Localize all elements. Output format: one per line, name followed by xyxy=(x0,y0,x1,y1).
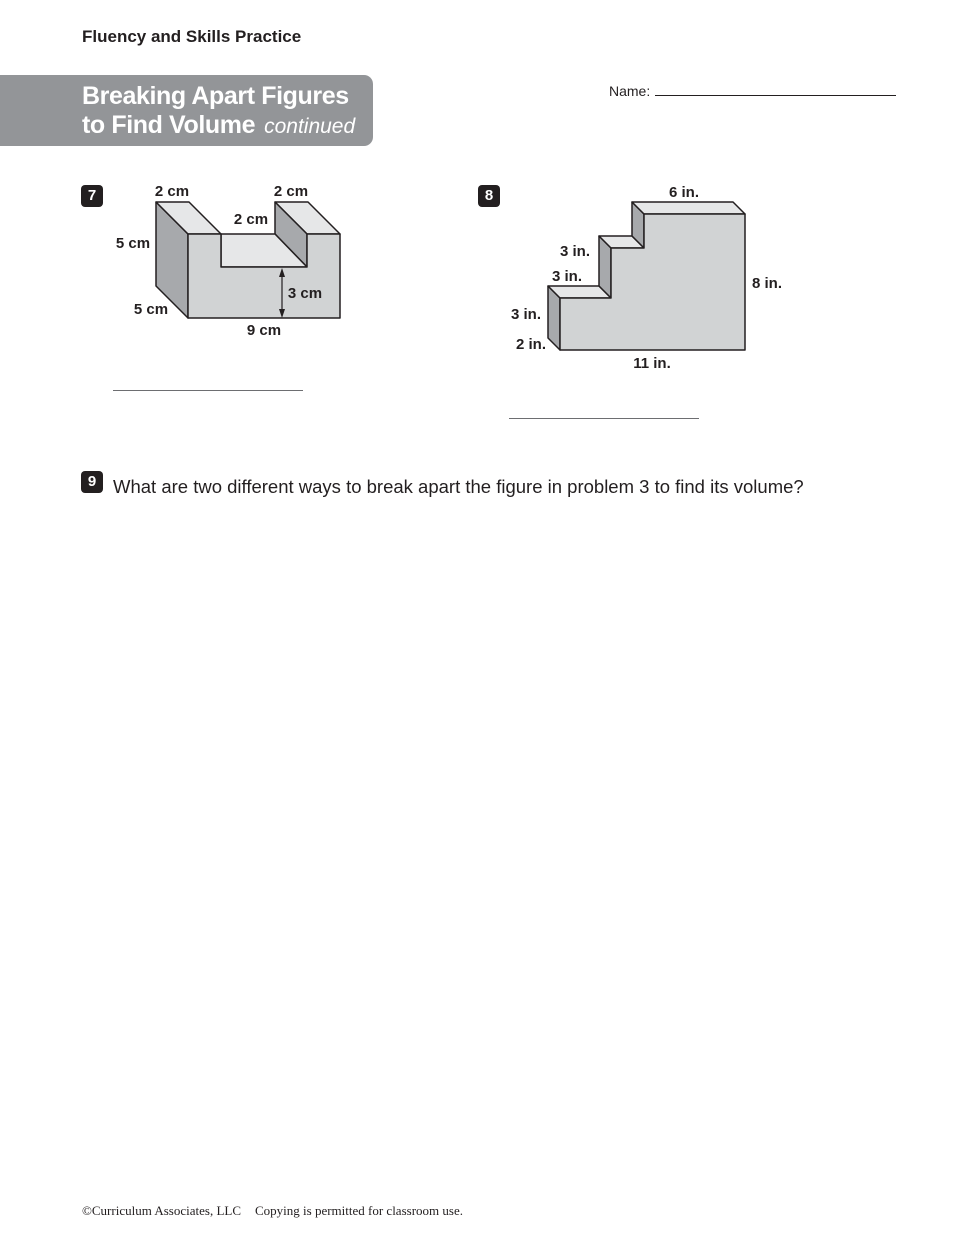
problem-9-question: What are two different ways to break apart the figure in problem 3 to find its volume? xyxy=(113,476,804,497)
dimension-label-top-width: 6 in. xyxy=(668,184,700,201)
problem-7-figure xyxy=(105,178,350,343)
name-label: Name: xyxy=(609,83,651,99)
copy-permission-notice: Copying is permitted for classroom use. xyxy=(255,1203,463,1218)
dimension-label-notch-height: 3 cm xyxy=(287,285,323,302)
lesson-title-line-1: Breaking Apart Figures xyxy=(82,82,349,110)
problem-8-answer-line[interactable] xyxy=(509,418,699,419)
section-title: Fluency and Skills Practice xyxy=(82,27,302,46)
dimension-label-middle-step: 3 in. xyxy=(551,268,583,285)
problem-7-answer-line[interactable] xyxy=(113,390,303,391)
lesson-title xyxy=(82,82,355,141)
problem-8-number-badge: 8 xyxy=(478,185,500,207)
problem-7-number-badge: 7 xyxy=(81,185,103,207)
dimension-label-upper-step: 3 in. xyxy=(559,243,591,260)
dimension-label-length: 11 in. xyxy=(633,355,671,372)
name-input-line[interactable] xyxy=(655,95,896,96)
dimension-label-top-left: 2 cm xyxy=(154,183,190,200)
problem-8-figure xyxy=(500,178,795,376)
dimension-label-notch: 2 cm xyxy=(233,211,269,228)
front-face xyxy=(560,214,745,350)
dimension-label-length: 9 cm xyxy=(246,322,282,339)
dimension-label-depth: 5 cm xyxy=(133,301,169,318)
dimension-label-right-height: 8 in. xyxy=(751,275,783,292)
lesson-title-suffix: continued xyxy=(264,115,356,138)
dimension-label-lower-step: 3 in. xyxy=(510,306,542,323)
page-footer xyxy=(82,1203,463,1218)
title-banner xyxy=(0,75,373,146)
lesson-title-line-2 xyxy=(82,111,355,141)
problem-9-number-badge: 9 xyxy=(81,471,103,493)
copyright-text: ©Curriculum Associates, LLC xyxy=(82,1203,241,1218)
dimension-label-depth: 2 in. xyxy=(515,336,547,353)
dimension-label-top-right: 2 cm xyxy=(273,183,309,200)
lesson-title-line-2-text: to Find Volume xyxy=(82,111,256,139)
dimension-label-height: 5 cm xyxy=(115,235,151,252)
top-step-top-face xyxy=(632,202,745,214)
